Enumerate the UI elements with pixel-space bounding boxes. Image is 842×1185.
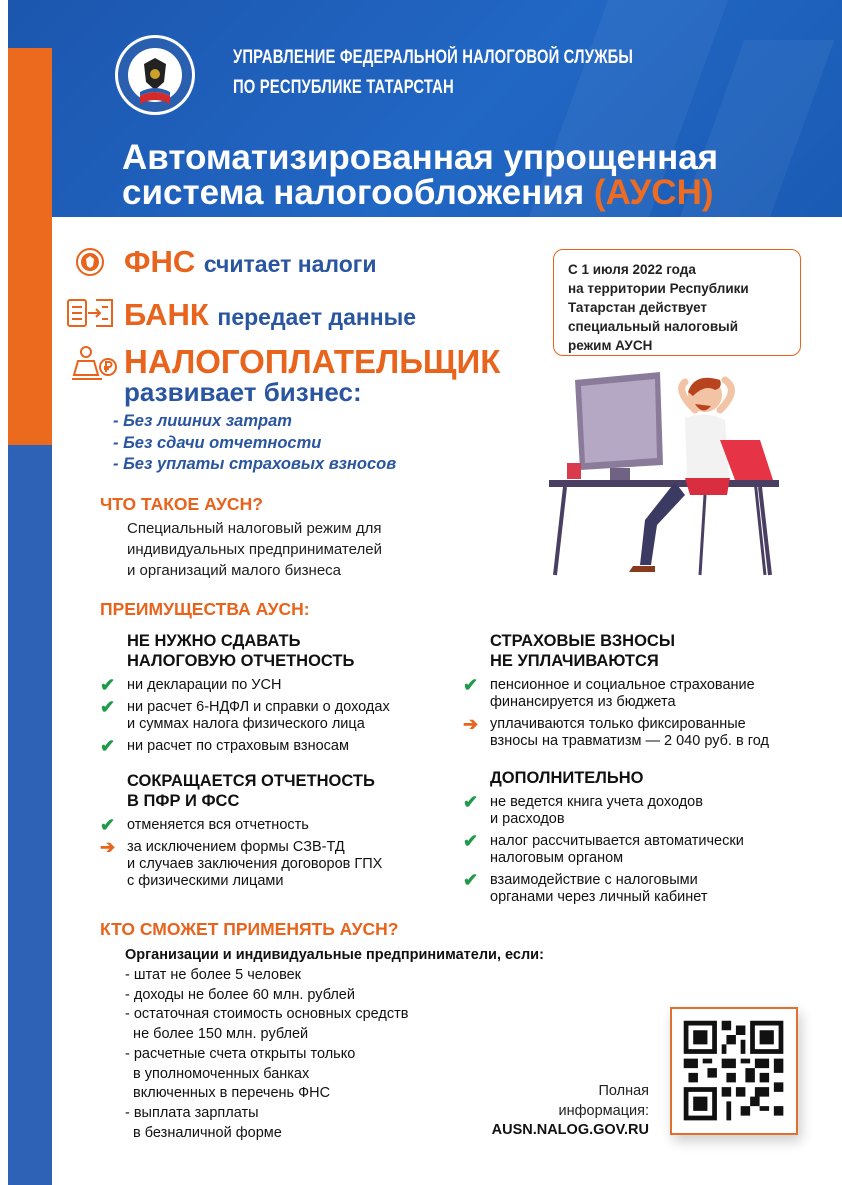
qr-code-pattern bbox=[684, 1021, 784, 1121]
checkmark-icon: ✔ bbox=[463, 675, 479, 695]
title-abbr: (АУСН) bbox=[593, 173, 714, 212]
info-callout bbox=[553, 249, 801, 356]
callout-line: на территории Республики bbox=[568, 281, 749, 296]
requirement-line: - выплата зарплаты bbox=[125, 1104, 259, 1121]
role-taxpayer-action: развивает бизнес: bbox=[124, 377, 362, 407]
short-benefit: - Без сдачи отчетности bbox=[113, 433, 322, 452]
requirement-line: в уполномоченных банках bbox=[125, 1065, 310, 1082]
checkmark-icon: ✔ bbox=[100, 675, 116, 695]
orange-side-strip bbox=[8, 48, 52, 445]
advantage-item-line: взаимодействие с налоговыми bbox=[490, 872, 698, 888]
role-fns: ФНС считает налоги bbox=[124, 244, 377, 279]
advantage-item-line: ни декларации по УСН bbox=[127, 677, 282, 693]
website-link[interactable]: AUSN.NALOG.GOV.RU bbox=[491, 1122, 649, 1139]
short-benefit: - Без уплаты страховых взносов bbox=[113, 455, 397, 473]
advantage-item bbox=[463, 872, 744, 906]
description-line: Специальный налоговый режим для bbox=[127, 520, 382, 537]
advantage-title: НЕ УПЛАЧИВАЮТСЯ bbox=[490, 652, 659, 670]
checkmark-icon: ✔ bbox=[463, 831, 479, 851]
advantage-item-line: финансируется из бюджета bbox=[490, 694, 676, 710]
arrow-right-icon: ➔ bbox=[100, 837, 116, 857]
checkmark-icon: ✔ bbox=[100, 697, 116, 717]
what-description bbox=[127, 518, 382, 581]
more-info bbox=[440, 1082, 649, 1141]
advantage-item-line: взносы на травматизм — 2 040 руб. в год bbox=[490, 733, 769, 749]
advantage-item bbox=[100, 817, 382, 834]
advantage-title: В ПФР И ФСС bbox=[127, 792, 240, 810]
advantage-item-line: ни расчет по страховым взносам bbox=[127, 738, 349, 754]
advantage-item bbox=[100, 738, 390, 755]
org-name-line1: УПРАВЛЕНИЕ ФЕДЕРАЛЬНОЙ НАЛОГОВОЙ СЛУЖБЫ bbox=[233, 47, 634, 68]
short-benefits-list bbox=[113, 411, 396, 476]
section-heading-advantages: ПРЕИМУЩЕСТВА АУСН: bbox=[100, 599, 310, 619]
advantage-item-line: и суммах налога физического лица bbox=[127, 716, 365, 732]
callout-line: Татарстан действует bbox=[568, 300, 708, 315]
fns-emblem-icon bbox=[75, 247, 105, 277]
advantage-item-line: ни расчет 6-НДФЛ и справки о доходах bbox=[127, 699, 390, 715]
advantage-item-line: налоговым органом bbox=[490, 850, 624, 866]
advantage-title: НАЛОГОВУЮ ОТЧЕТНОСТЬ bbox=[127, 652, 355, 670]
blue-side-strip bbox=[8, 445, 52, 1185]
callout-line: режим АУСН bbox=[568, 338, 653, 353]
advantage-block bbox=[463, 631, 769, 755]
short-benefit: - Без лишних затрат bbox=[113, 412, 292, 430]
advantage-item-line: отменяется вся отчетность bbox=[127, 817, 309, 833]
advantage-item-line: за исключением формы СЗВ-ТД bbox=[127, 839, 345, 855]
title-line1: Автоматизированная упрощенная bbox=[122, 138, 719, 177]
advantage-item bbox=[463, 716, 769, 750]
requirement-line: в безналичной форме bbox=[125, 1124, 282, 1141]
role-bank: БАНК передает данные bbox=[124, 297, 417, 332]
advantage-block bbox=[100, 631, 390, 760]
advantage-item bbox=[100, 677, 390, 694]
advantage-title: СТРАХОВЫЕ ВЗНОСЫ bbox=[490, 632, 675, 650]
title-line2 bbox=[122, 175, 714, 211]
callout-line: специальный налоговый bbox=[568, 319, 739, 334]
advantage-item-line: с физическими лицами bbox=[127, 873, 284, 889]
requirement-line: - штат не более 5 человек bbox=[125, 967, 302, 983]
advantage-item bbox=[463, 677, 769, 711]
requirement-line: - доходы не более 60 млн. рублей bbox=[125, 986, 355, 1003]
advantage-item bbox=[100, 699, 390, 733]
advantage-item-line: уплачиваются только фиксированные bbox=[490, 716, 746, 732]
advantage-block bbox=[100, 771, 382, 895]
advantage-item bbox=[463, 794, 744, 828]
bank-transfer-icon bbox=[66, 298, 116, 328]
advantage-item bbox=[463, 833, 744, 867]
arrow-right-icon: ➔ bbox=[463, 714, 479, 734]
requirement-line: - расчетные счета открыты только bbox=[125, 1045, 356, 1062]
org-name-line2: ПО РЕСПУБЛИКЕ ТАТАРСТАН bbox=[233, 77, 454, 98]
title-text: система налогообложения bbox=[122, 173, 585, 212]
more-info-line: Полная bbox=[598, 1083, 649, 1099]
advantage-title: СОКРАЩАЕТСЯ ОТЧЕТНОСТЬ bbox=[127, 772, 375, 790]
who-requirements bbox=[125, 966, 408, 1143]
checkmark-icon: ✔ bbox=[100, 736, 116, 756]
fns-logo bbox=[114, 34, 196, 116]
checkmark-icon: ✔ bbox=[463, 870, 479, 890]
callout-line: С 1 июля 2022 года bbox=[568, 262, 696, 277]
advantage-item-line: и расходов bbox=[490, 811, 565, 827]
advantage-block bbox=[463, 768, 744, 911]
description-line: и организаций малого бизнеса bbox=[127, 562, 341, 579]
advantage-item-line: пенсионное и социальное страхование bbox=[490, 677, 755, 693]
checkmark-icon: ✔ bbox=[100, 815, 116, 835]
advantage-item-line: не ведется книга учета доходов bbox=[490, 794, 703, 810]
who-intro: Организации и индивидуальные предприниматели, если: bbox=[125, 947, 544, 963]
role-taxpayer-subject: НАЛОГОПЛАТЕЛЬЩИК bbox=[124, 343, 501, 380]
advantage-item-line: налог рассчитывается автоматически bbox=[490, 833, 744, 849]
advantage-item-line: и случаев заключения договоров ГПХ bbox=[127, 856, 383, 872]
section-heading-who: КТО СМОЖЕТ ПРИМЕНЯТЬ АУСН? bbox=[100, 919, 399, 939]
advantage-item bbox=[100, 839, 382, 890]
requirement-line: включенных в перечень ФНС bbox=[125, 1085, 331, 1102]
checkmark-icon: ✔ bbox=[463, 792, 479, 812]
qr-code[interactable] bbox=[670, 1007, 798, 1135]
description-line: индивидуальных предпринимателей bbox=[127, 541, 382, 558]
advantage-title: ДОПОЛНИТЕЛЬНО bbox=[490, 769, 644, 787]
requirement-line: не более 150 млн. рублей bbox=[125, 1026, 309, 1043]
taxpayer-icon bbox=[68, 345, 118, 385]
person-at-desk-illustration bbox=[545, 370, 785, 580]
section-heading-what: ЧТО ТАКОЕ АУСН? bbox=[100, 494, 263, 514]
advantage-item-line: органами через личный кабинет bbox=[490, 889, 708, 905]
more-info-line: информация: bbox=[558, 1102, 649, 1119]
advantage-title: НЕ НУЖНО СДАВАТЬ bbox=[127, 632, 301, 650]
requirement-line: - остаточная стоимость основных средств bbox=[125, 1006, 409, 1023]
